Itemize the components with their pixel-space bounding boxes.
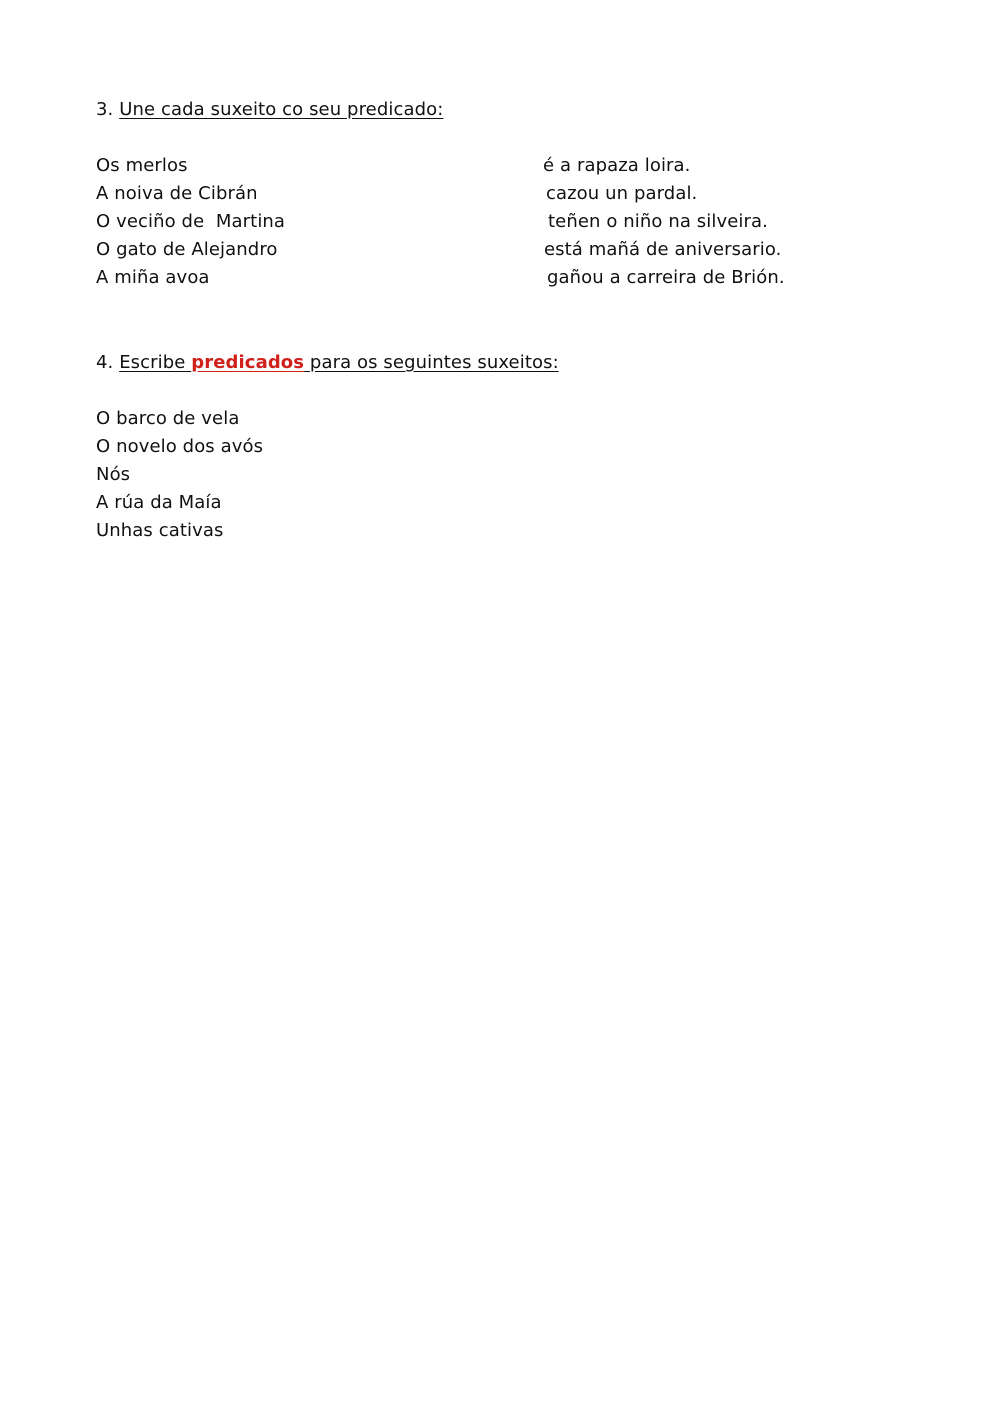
predicate-item: gañou a carreira de Brión. xyxy=(547,267,785,288)
section-4-instruction-before: Escribe xyxy=(119,352,192,373)
section-4-number: 4. xyxy=(96,352,120,373)
subject-item: O gato de Alejandro xyxy=(96,239,278,260)
section-3-heading xyxy=(96,98,443,122)
subject-item: A rúa da Maía xyxy=(96,492,222,513)
subject-item: Unhas cativas xyxy=(96,520,224,541)
section-4-instruction-after: para os seguintes suxeitos: xyxy=(304,352,559,373)
subject-item: O novelo dos avós xyxy=(96,436,264,457)
predicate-item: cazou un pardal. xyxy=(546,183,698,204)
section-3-number: 3. xyxy=(96,99,120,120)
predicate-item: está mañá de aniversario. xyxy=(544,239,782,260)
subject-item: A noiva de Cibrán xyxy=(96,183,258,204)
subject-item: A miña avoa xyxy=(96,267,210,288)
predicate-item: é a rapaza loira. xyxy=(543,155,691,176)
section-4-highlight: predicados xyxy=(191,352,305,373)
subject-item: Os merlos xyxy=(96,155,188,176)
subject-item: O veciño de Martina xyxy=(96,211,286,232)
predicate-item: teñen o niño na silveira. xyxy=(548,211,768,232)
subject-item: Nós xyxy=(96,464,131,485)
subject-item: O barco de vela xyxy=(96,408,240,429)
section-4-heading xyxy=(96,351,559,375)
section-3-instruction: Une cada suxeito co seu predicado: xyxy=(119,99,444,120)
